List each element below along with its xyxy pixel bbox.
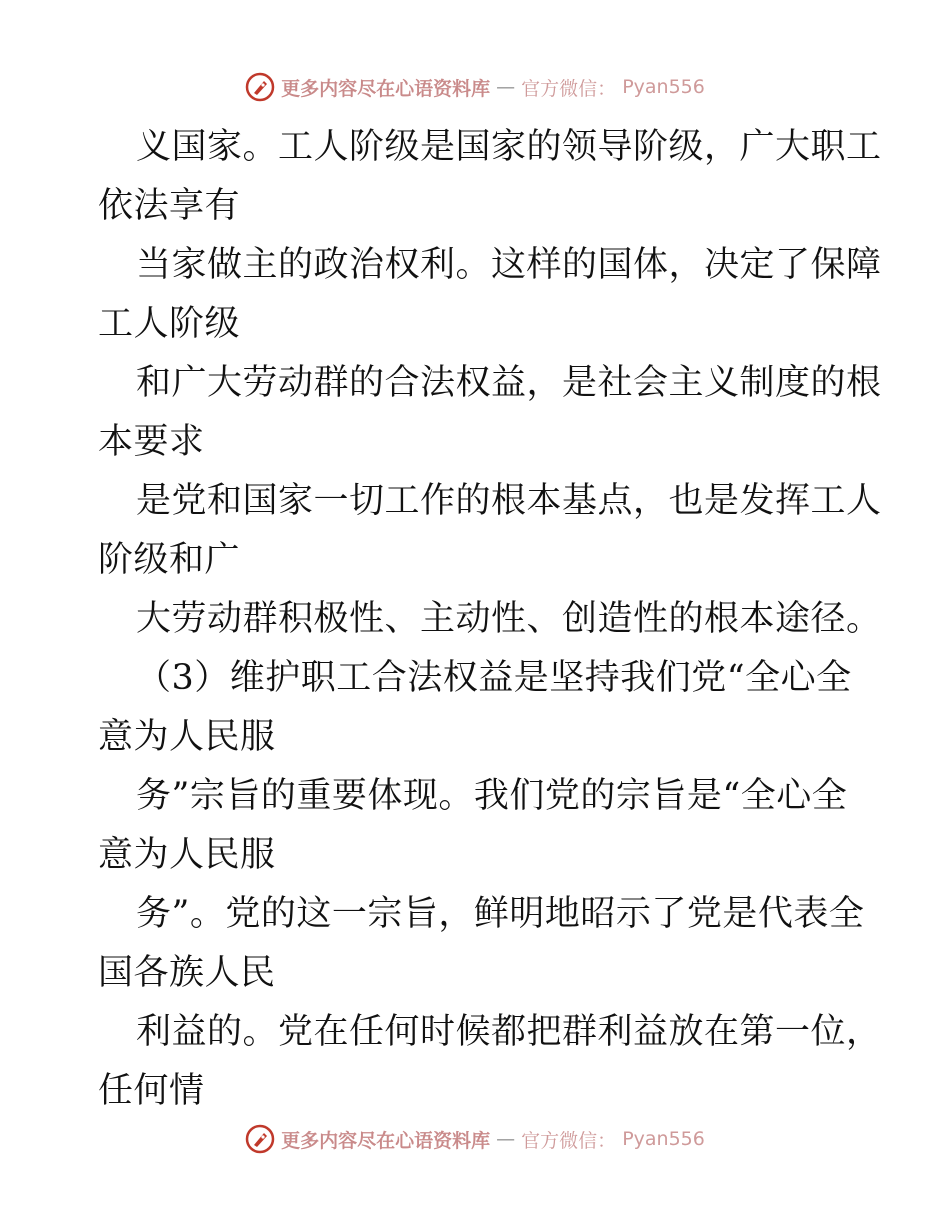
footer-watermark bbox=[0, 1124, 950, 1154]
text-line: 工人阶级 bbox=[98, 304, 241, 344]
watermark-separator: — bbox=[496, 1128, 516, 1150]
watermark-account-label: 官方微信： bbox=[521, 1129, 617, 1152]
text-line: 和广大劳动群的合法权益，是社会主义制度的根 bbox=[136, 363, 882, 403]
text-line: 意为人民服 bbox=[98, 835, 276, 875]
watermark-separator: — bbox=[496, 76, 516, 98]
text-line: （3）维护职工合法权益是坚持我们党“全心全 bbox=[136, 658, 852, 698]
text-line: 义国家。工人阶级是国家的领导阶级，广大职工 bbox=[136, 127, 882, 167]
watermark-account-id: Pyan556 bbox=[622, 1128, 705, 1150]
header-watermark bbox=[0, 72, 950, 102]
text-line: 阶级和广 bbox=[98, 540, 241, 580]
text-line: 务”。党的这一宗旨，鲜明地昭示了党是代表全 bbox=[136, 894, 865, 934]
watermark-main-text: 更多内容尽在心语资料库 bbox=[281, 1129, 491, 1152]
pen-nib-logo-icon bbox=[245, 72, 275, 102]
watermark-main-text: 更多内容尽在心语资料库 bbox=[281, 77, 491, 100]
text-line: 任何情 bbox=[98, 1071, 205, 1111]
text-line: 依法享有 bbox=[98, 186, 241, 226]
text-line: 利益的。党在任何时候都把群利益放在第一位， bbox=[136, 1012, 882, 1052]
document-body bbox=[98, 118, 882, 1121]
text-line: 大劳动群积极性、主动性、创造性的根本途径。 bbox=[136, 599, 882, 639]
text-line: 意为人民服 bbox=[98, 717, 276, 757]
text-line: 是党和国家一切工作的根本基点，也是发挥工人 bbox=[136, 481, 882, 521]
watermark-account-label: 官方微信： bbox=[521, 77, 617, 100]
text-line: 当家做主的政治权利。这样的国体，决定了保障 bbox=[136, 245, 882, 285]
text-line: 务”宗旨的重要体现。我们党的宗旨是“全心全 bbox=[136, 776, 848, 816]
text-line: 本要求 bbox=[98, 422, 205, 462]
watermark-account-id: Pyan556 bbox=[622, 76, 705, 98]
pen-nib-logo-icon bbox=[245, 1124, 275, 1154]
text-line: 国各族人民 bbox=[98, 953, 276, 993]
